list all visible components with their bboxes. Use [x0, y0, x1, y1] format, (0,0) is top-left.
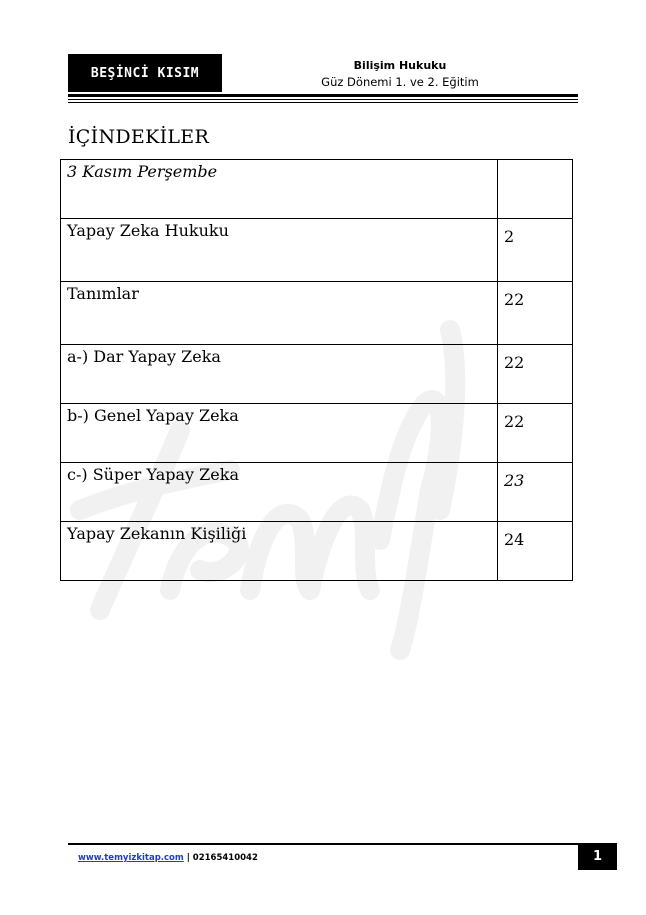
toc-entry-title: Tanımlar: [61, 282, 498, 345]
toc-entry-page: 2: [498, 219, 573, 282]
toc-heading: İÇİNDEKİLER: [68, 126, 210, 148]
toc-day-label: 3 Kasım Perşembe: [61, 160, 498, 219]
toc-row[interactable]: [61, 219, 573, 282]
course-subtitle: Güz Dönemi 1. ve 2. Eğitim: [321, 75, 479, 89]
footer-separator: |: [186, 853, 190, 863]
toc-entry-title: b-) Genel Yapay Zeka: [61, 404, 498, 463]
toc-entry-title: a-) Dar Yapay Zeka: [61, 345, 498, 404]
toc-entry-page: 22: [498, 345, 573, 404]
toc-row[interactable]: [61, 282, 573, 345]
toc-entry-page: 23: [498, 463, 573, 522]
phone-number: 02165410042: [192, 853, 258, 863]
website-link[interactable]: www.temyizkitap.com: [78, 853, 184, 863]
course-title: Bilişim Hukuku: [353, 59, 447, 72]
toc-entry-page: 22: [498, 404, 573, 463]
header-rule: [68, 94, 578, 97]
toc-row[interactable]: [61, 522, 573, 581]
toc-day-row: [61, 160, 573, 219]
toc-row[interactable]: [61, 463, 573, 522]
section-badge: BEŞİNCİ KISIM: [68, 54, 222, 92]
toc-entry-title: c-) Süper Yapay Zeka: [61, 463, 498, 522]
footer-contact: [78, 853, 258, 863]
toc-entry-title: Yapay Zekanın Kişiliği: [61, 522, 498, 581]
header-rule-thin-2: [68, 102, 578, 103]
toc-entry-page: 22: [498, 282, 573, 345]
toc-row[interactable]: [61, 404, 573, 463]
toc-day-page-cell: [498, 160, 573, 219]
footer-rule: [68, 843, 578, 845]
toc-entry-page: 24: [498, 522, 573, 581]
toc-table: [60, 159, 573, 581]
toc-row[interactable]: [61, 345, 573, 404]
page-number: 1: [578, 843, 617, 870]
toc-entry-title: Yapay Zeka Hukuku: [61, 219, 498, 282]
header-rule-thin: [68, 99, 578, 100]
